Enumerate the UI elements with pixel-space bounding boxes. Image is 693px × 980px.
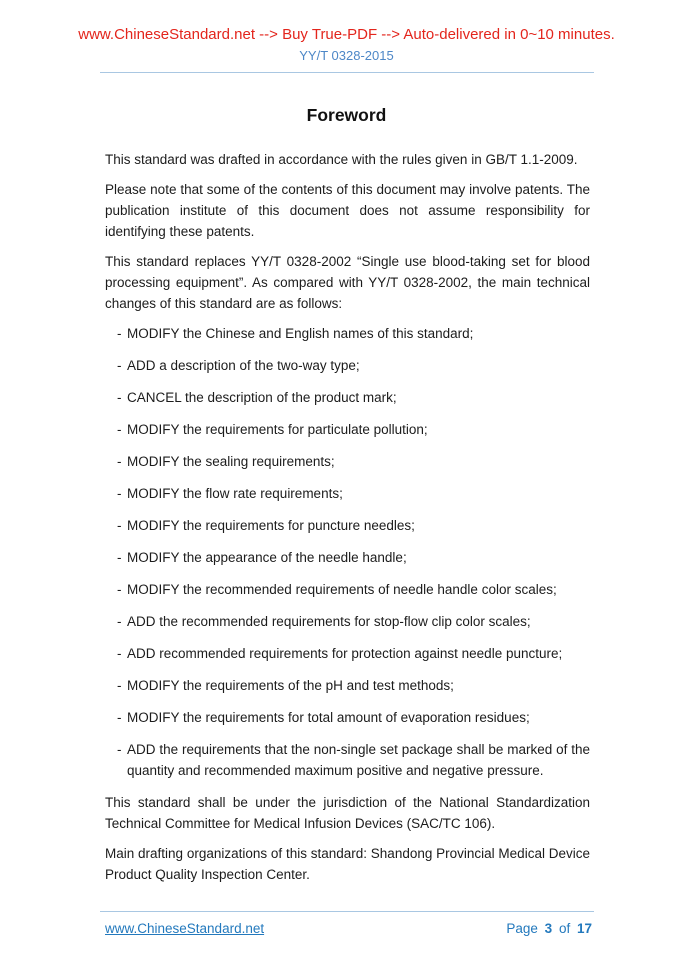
- change-item-text: MODIFY the appearance of the needle handle;: [127, 550, 407, 565]
- change-item-text: MODIFY the sealing requirements;: [127, 454, 335, 469]
- change-list-item: [105, 515, 590, 536]
- total-page-number: 17: [576, 921, 592, 936]
- change-list-item: [105, 387, 590, 408]
- technical-changes-list: [105, 323, 590, 781]
- change-list-item: [105, 451, 590, 472]
- change-list-item: [105, 483, 590, 504]
- list-dash-marker: -: [117, 742, 122, 757]
- paragraph-jurisdiction: This standard shall be under the jurisdiction of the National Standardization Technical Committee for Medical Infusion Devices (SAC/TC 106).: [105, 795, 590, 831]
- page-footer: [105, 920, 592, 938]
- document-body: [0, 149, 693, 885]
- change-list-item: [105, 707, 590, 728]
- list-dash-marker: -: [117, 646, 122, 661]
- promo-banner: www.ChineseStandard.net --> Buy True-PDF --> Auto-delivered in 0~10 minutes.: [78, 26, 615, 43]
- page-title: Foreword: [306, 105, 387, 125]
- change-item-text: MODIFY the recommended requirements of needle handle color scales;: [127, 582, 557, 597]
- change-item-text: ADD the requirements that the non-single set package shall be marked of the quantity and recommended maximum positive and negative pressure.: [127, 742, 590, 778]
- change-list-item: [105, 611, 590, 632]
- change-list-item: [105, 579, 590, 600]
- list-dash-marker: -: [117, 358, 122, 373]
- paragraph-patents-note: Please note that some of the contents of this document may involve patents. The publication institute of this document does not assume responsibility for identifying these patents.: [105, 182, 590, 239]
- change-item-text: MODIFY the Chinese and English names of this standard;: [127, 326, 474, 341]
- change-list-item: [105, 675, 590, 696]
- list-dash-marker: -: [117, 582, 122, 597]
- header-divider: [100, 72, 594, 73]
- change-list-item: [105, 547, 590, 568]
- standard-code: YY/T 0328-2015: [299, 48, 394, 63]
- change-item-text: MODIFY the requirements of the pH and test methods;: [127, 678, 454, 693]
- change-item-text: CANCEL the description of the product mark;: [127, 390, 397, 405]
- paragraph-replaces-note: This standard replaces YY/T 0328-2002 “Single use blood-taking set for blood processing equipment”. As compared with YY/T 0328-2002, the main technical changes of this standard are as follows:: [105, 254, 590, 311]
- list-dash-marker: -: [117, 326, 122, 341]
- change-item-text: ADD recommended requirements for protection against needle puncture;: [127, 646, 563, 661]
- list-dash-marker: -: [117, 678, 122, 693]
- change-list-item: [105, 419, 590, 440]
- list-dash-marker: -: [117, 422, 122, 437]
- change-item-text: MODIFY the requirements for total amount of evaporation residues;: [127, 710, 530, 725]
- paragraph-drafting-organizations: Main drafting organizations of this standard: Shandong Provincial Medical Device Product Quality Inspection Center.: [105, 846, 590, 882]
- change-list-item: [105, 643, 590, 664]
- page-of-label: of: [558, 921, 571, 936]
- change-item-text: ADD the recommended requirements for stop-flow clip color scales;: [127, 614, 531, 629]
- page-label: Page: [506, 921, 538, 936]
- list-dash-marker: -: [117, 614, 122, 629]
- footer-website-link[interactable]: www.ChineseStandard.net: [105, 921, 265, 936]
- change-item-text: MODIFY the requirements for particulate pollution;: [127, 422, 428, 437]
- current-page-number: 3: [544, 921, 553, 936]
- page-number-indicator: [506, 920, 592, 938]
- list-dash-marker: -: [117, 454, 122, 469]
- change-list-item: [105, 739, 590, 781]
- change-list-item: [105, 355, 590, 376]
- paragraph-drafting-rules: This standard was drafted in accordance with the rules given in GB/T 1.1-2009.: [105, 152, 578, 167]
- change-item-text: MODIFY the flow rate requirements;: [127, 486, 343, 501]
- change-item-text: ADD a description of the two-way type;: [127, 358, 360, 373]
- change-item-text: MODIFY the requirements for puncture needles;: [127, 518, 415, 533]
- list-dash-marker: -: [117, 390, 122, 405]
- list-dash-marker: -: [117, 550, 122, 565]
- list-dash-marker: -: [117, 710, 122, 725]
- list-dash-marker: -: [117, 486, 122, 501]
- footer-divider: [100, 911, 594, 912]
- change-list-item: [105, 323, 590, 344]
- list-dash-marker: -: [117, 518, 122, 533]
